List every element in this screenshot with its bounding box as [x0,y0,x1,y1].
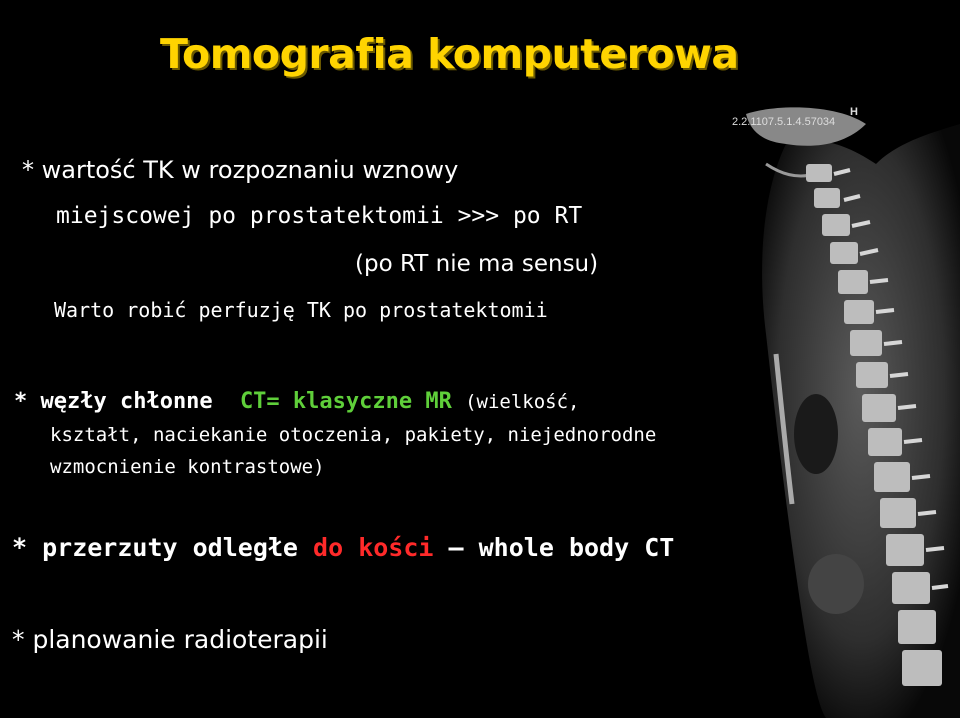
bones-label: do kości [313,533,434,562]
spine-ct-graphic [726,104,960,718]
line-prostatectomy: miejscowej po prostatektomii >>> po RT [56,203,583,229]
bullet-metastases [12,533,674,562]
line-enhancement: wzmocnienie kontrastowe) [50,456,325,478]
line-no-sense: (po RT nie ma sensu) [355,251,599,277]
ct-orientation-marker: H [850,106,858,118]
lymph-nodes-label: * węzły chłonne [14,389,213,414]
bullet-lymph-nodes [14,389,580,414]
size-label: (wielkość, [465,391,580,413]
bullet-radiotherapy: * planowanie radioterapii [12,625,328,654]
ct-sagittal-image [726,104,960,718]
ct-series-id: 2.2.1107.5.1.4.57034 [732,116,836,128]
metastases-label: * przerzuty odległe [12,533,298,562]
ct-mr-label: CT= klasyczne MR [239,389,452,414]
slide-title: Tomografia komputerowa [160,30,739,78]
bullet-ct-recurrence: * wartość TK w rozpoznaniu wznowy [22,156,459,184]
whole-body-label: – whole body CT [448,533,675,562]
line-perfusion: Warto robić perfuzję TK po prostatektomii [54,298,548,322]
line-shape: kształt, naciekanie otoczenia, pakiety, niejednorodne [50,424,657,446]
